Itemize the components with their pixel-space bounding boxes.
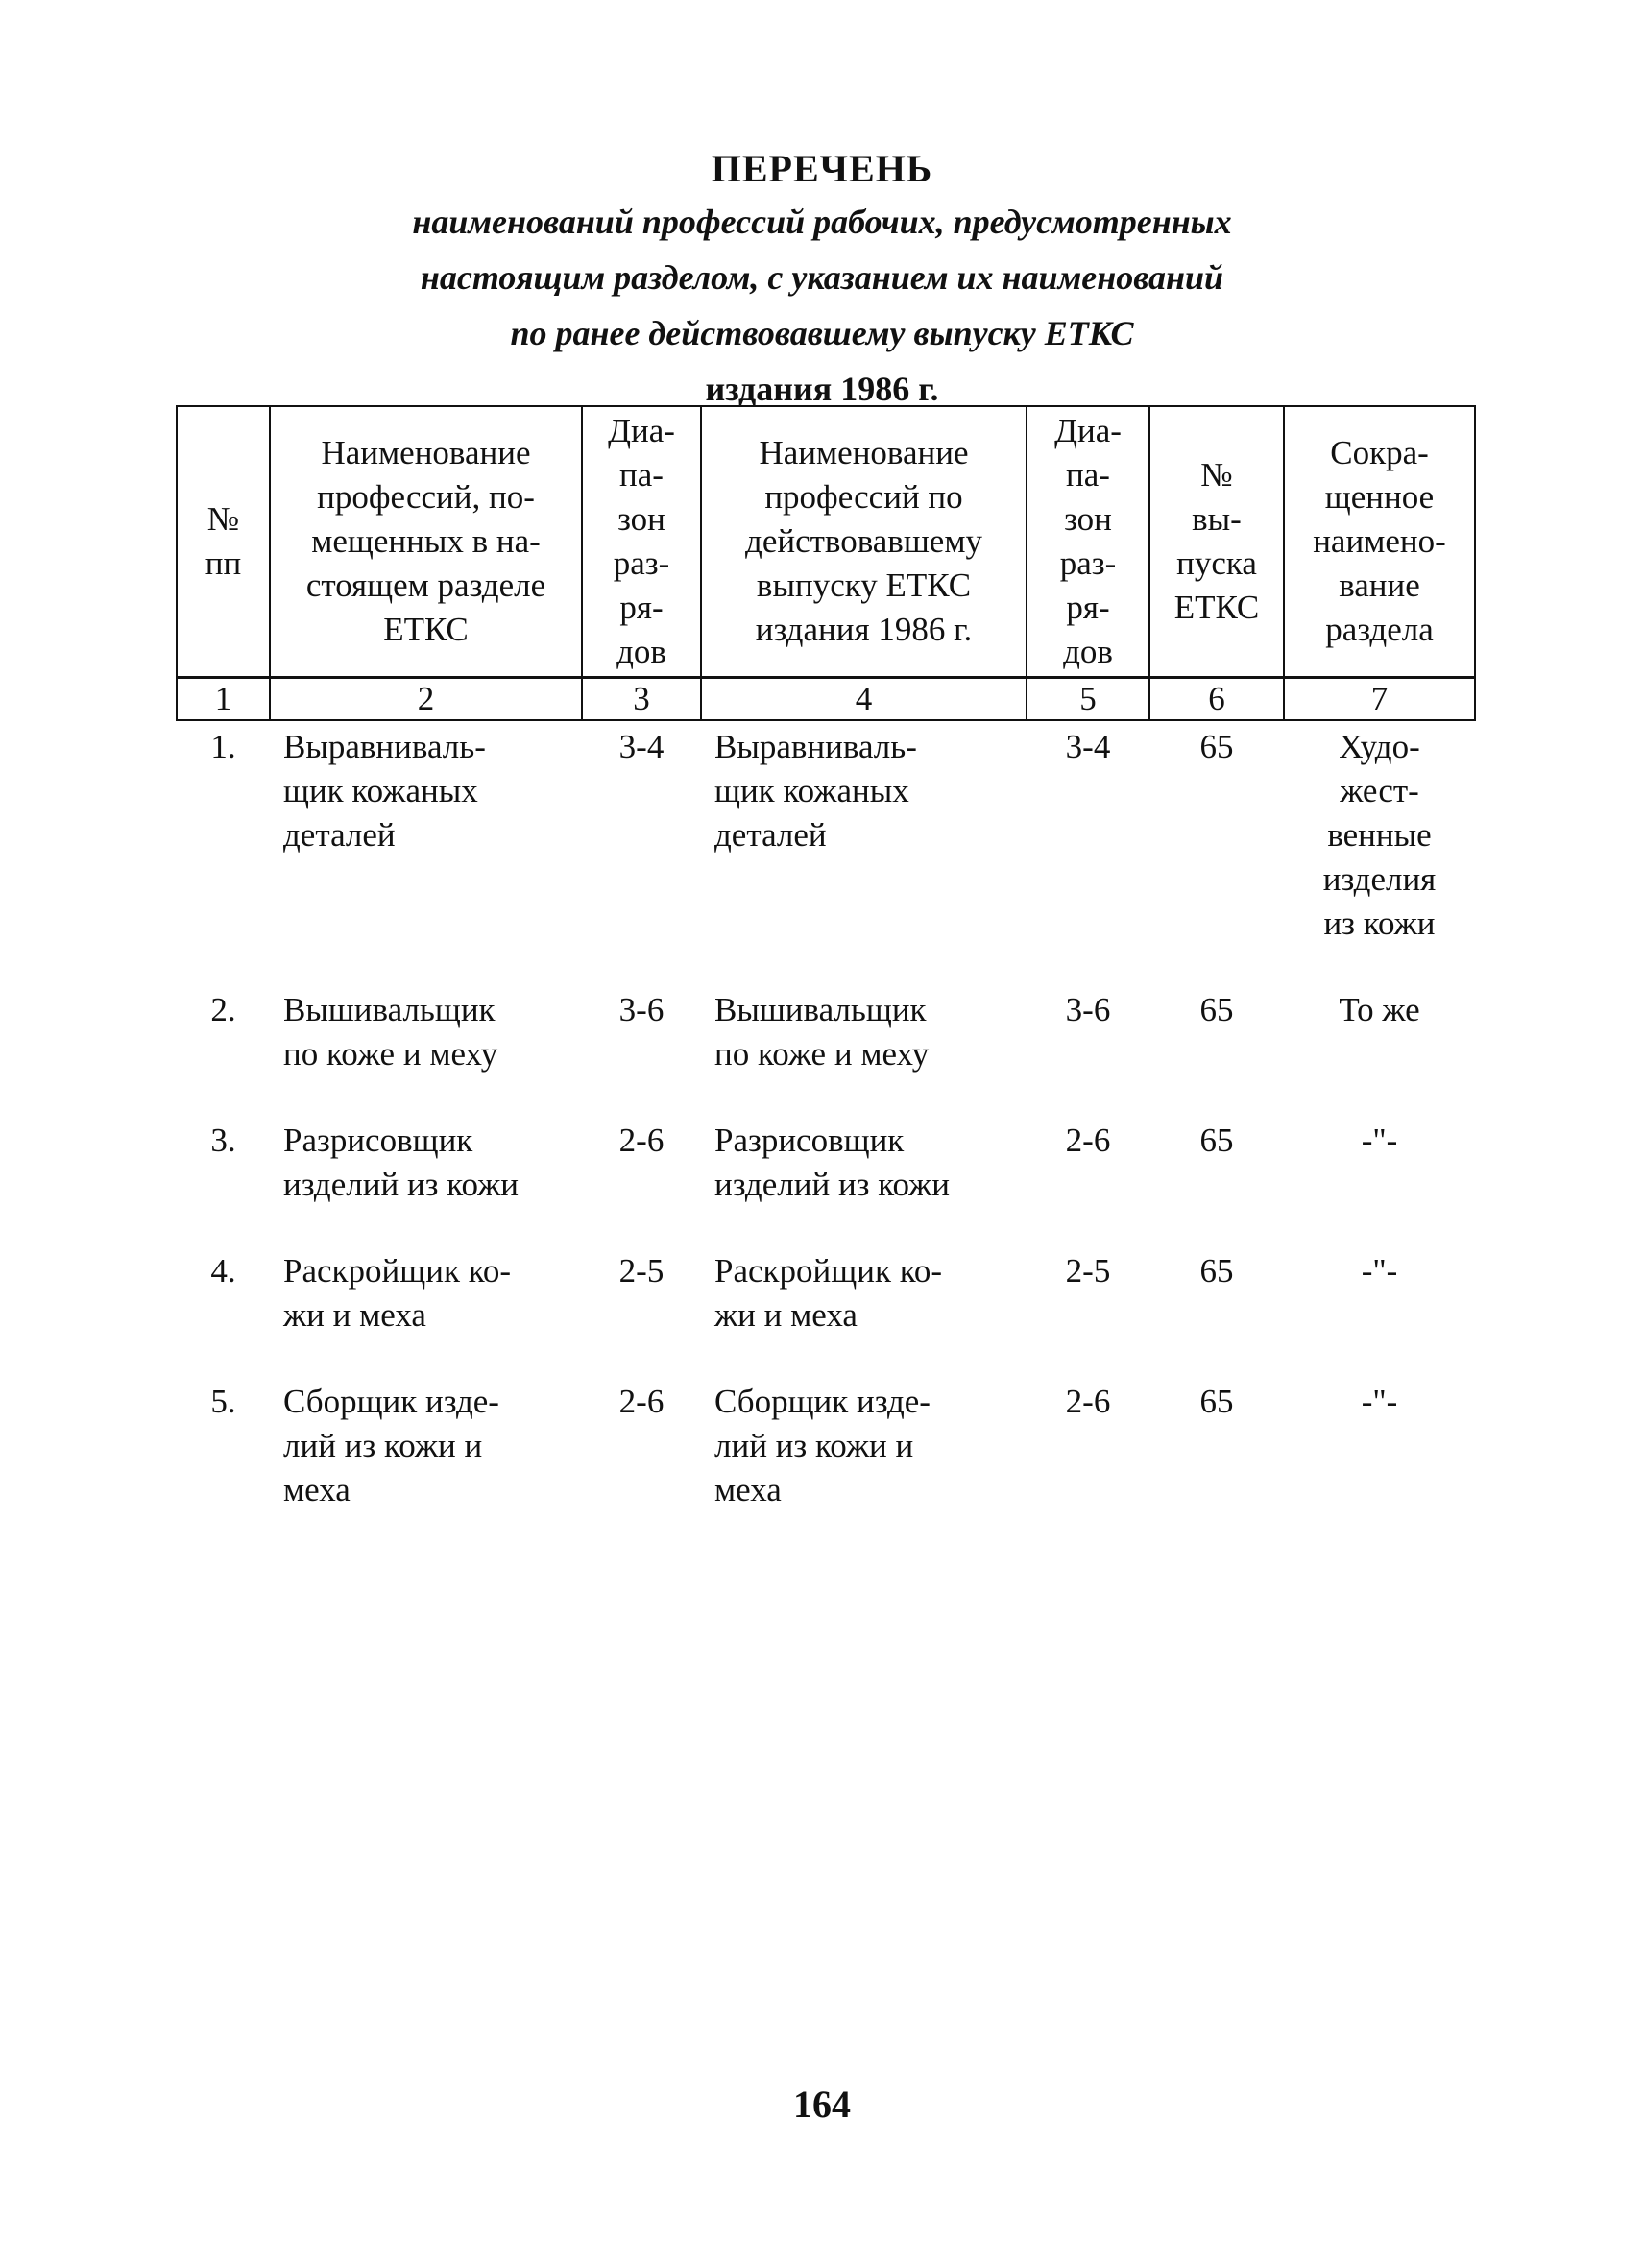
title-line-4: издания 1986 г.: [705, 370, 939, 408]
cell-line: ря-: [619, 589, 664, 626]
professions-table: [176, 405, 1476, 1555]
cell-line: лий из кожи и: [714, 1427, 914, 1464]
row-number: 5.: [210, 1383, 236, 1420]
cell-line: раздела: [1325, 611, 1434, 648]
row-number: 4.: [210, 1252, 236, 1290]
cell-line: Вышивальщик: [283, 991, 496, 1028]
cell-line: зон: [1064, 500, 1112, 538]
cell-line: пп: [205, 544, 242, 582]
profession-name-current: [270, 1249, 582, 1380]
etks-issue-number: 65: [1199, 1383, 1234, 1420]
cell-line: щенное: [1324, 478, 1435, 516]
cell-line: жи и меха: [714, 1296, 858, 1334]
grade-range-current: 3-6: [618, 991, 665, 1028]
cell-line: Раскройщик ко-: [283, 1252, 512, 1290]
cell-line: пуска: [1176, 544, 1257, 582]
section-short-name: [1284, 720, 1475, 988]
section-short-name: [1284, 1249, 1475, 1380]
cell-line: действовавшему: [745, 522, 982, 560]
cell-line: деталей: [714, 816, 827, 854]
cell-line: па-: [1066, 456, 1110, 494]
profession-name-current: [270, 1119, 582, 1249]
cell-line: Наименование: [321, 434, 531, 471]
cell-line: вание: [1339, 567, 1420, 604]
cell-line: -"-: [1361, 1252, 1398, 1290]
cell-line: из кожи: [1323, 905, 1436, 942]
header-cell: [1149, 406, 1284, 678]
cell-line: Вышивальщик: [714, 991, 927, 1028]
cell-line: Разрисовщик: [714, 1122, 905, 1159]
table-header-row: [177, 406, 1475, 678]
grade-range-previous: 3-6: [1065, 991, 1111, 1028]
profession-name-previous: [701, 720, 1027, 988]
table-row: [177, 720, 1475, 988]
cell-line: Сборщик изде-: [714, 1383, 931, 1420]
cell-line: зон: [617, 500, 665, 538]
cell-line: ЕТКС: [1173, 589, 1260, 626]
grade-range-current: 2-5: [618, 1252, 665, 1290]
cell-line: изделий из кожи: [714, 1166, 951, 1203]
header-cell: [1284, 406, 1475, 678]
profession-name-previous: [701, 1380, 1027, 1555]
cell-line: жи и меха: [283, 1296, 426, 1334]
cell-line: ЕТКС: [383, 611, 469, 648]
title-line-2: настоящим разделом, с указанием их наименований: [420, 258, 1224, 297]
cell-line: венные: [1327, 816, 1432, 854]
cell-line: профессий по: [764, 478, 963, 516]
column-number: 4: [701, 678, 1027, 721]
profession-name-current: [270, 1380, 582, 1555]
section-short-name: [1284, 1380, 1475, 1555]
profession-name-previous: [701, 988, 1027, 1119]
title-line-3: по ранее действовавшему выпуску ЕТКС: [510, 314, 1134, 352]
cell-line: наимено-: [1313, 522, 1446, 560]
title-line-1: наименований профессий рабочих, предусмотренных: [412, 203, 1232, 241]
cell-line: раз-: [1059, 544, 1117, 582]
table-body: [177, 720, 1475, 1555]
table-row: [177, 988, 1475, 1119]
grade-range-previous: 2-6: [1065, 1383, 1111, 1420]
cell-line: вы-: [1192, 500, 1242, 538]
cell-line: №: [206, 500, 240, 538]
header-cell: [177, 406, 270, 678]
section-short-name: [1284, 988, 1475, 1119]
profession-name-previous: [701, 1249, 1027, 1380]
cell-line: Сборщик изде-: [283, 1383, 499, 1420]
cell-line: дов: [616, 633, 666, 670]
cell-line: лий из кожи и: [283, 1427, 483, 1464]
grade-range-current: 3-4: [618, 728, 665, 765]
table-row: [177, 1249, 1475, 1380]
page-number: 164: [793, 2083, 851, 2126]
profession-name-current: [270, 988, 582, 1119]
cell-line: па-: [619, 456, 664, 494]
cell-line: Выравниваль-: [283, 728, 486, 765]
cell-line: Худо-: [1339, 728, 1420, 765]
column-number: 6: [1149, 678, 1284, 721]
etks-issue-number: 65: [1199, 991, 1234, 1028]
header-cell: [582, 406, 701, 678]
cell-line: То же: [1339, 991, 1420, 1028]
section-short-name: [1284, 1119, 1475, 1249]
header-cell: [701, 406, 1027, 678]
cell-line: мещенных в на-: [311, 522, 541, 560]
column-number: 7: [1284, 678, 1475, 721]
etks-issue-number: 65: [1199, 1252, 1234, 1290]
header-cell: [1027, 406, 1149, 678]
header-cell: [270, 406, 582, 678]
column-number: 5: [1027, 678, 1149, 721]
row-number: 1.: [210, 728, 236, 765]
row-number: 3.: [210, 1122, 236, 1159]
column-number: 1: [177, 678, 270, 721]
cell-line: стоящем разделе: [305, 567, 546, 604]
etks-issue-number: 65: [1199, 1122, 1234, 1159]
cell-line: изделий из кожи: [283, 1166, 520, 1203]
column-number: 3: [582, 678, 701, 721]
cell-line: щик кожаных: [714, 772, 909, 809]
table-row: [177, 1119, 1475, 1249]
cell-line: меха: [714, 1471, 782, 1508]
profession-name-current: [270, 720, 582, 988]
cell-line: издания 1986 г.: [755, 611, 973, 648]
cell-line: по коже и меху: [714, 1035, 930, 1073]
cell-line: Разрисовщик: [283, 1122, 473, 1159]
grade-range-previous: 2-5: [1065, 1252, 1111, 1290]
row-number: 2.: [210, 991, 236, 1028]
grade-range-previous: 2-6: [1065, 1122, 1111, 1159]
grade-range-previous: 3-4: [1065, 728, 1111, 765]
cell-line: раз-: [613, 544, 670, 582]
column-number: 2: [270, 678, 582, 721]
cell-line: ря-: [1066, 589, 1110, 626]
cell-line: деталей: [283, 816, 396, 854]
cell-line: профессий, по-: [317, 478, 535, 516]
cell-line: №: [1200, 456, 1233, 494]
cell-line: щик кожаных: [283, 772, 478, 809]
etks-issue-number: 65: [1199, 728, 1234, 765]
grade-range-current: 2-6: [618, 1122, 665, 1159]
cell-line: Наименование: [759, 434, 969, 471]
profession-name-previous: [701, 1119, 1027, 1249]
column-number-row: [177, 678, 1475, 721]
cell-line: меха: [283, 1471, 351, 1508]
table-row: [177, 1380, 1475, 1555]
cell-line: выпуску ЕТКС: [756, 567, 972, 604]
cell-line: Диа-: [1054, 412, 1122, 449]
document-title: [0, 144, 1644, 417]
cell-line: Диа-: [608, 412, 675, 449]
cell-line: дов: [1063, 633, 1113, 670]
cell-line: жест-: [1340, 772, 1419, 809]
cell-line: по коже и меху: [283, 1035, 498, 1073]
cell-line: -"-: [1361, 1122, 1398, 1159]
cell-line: Выравниваль-: [714, 728, 917, 765]
title-main: ПЕРЕЧЕНЬ: [711, 147, 933, 190]
cell-line: -"-: [1361, 1383, 1398, 1420]
cell-line: Раскройщик ко-: [714, 1252, 943, 1290]
cell-line: Сокра-: [1330, 434, 1429, 471]
grade-range-current: 2-6: [618, 1383, 665, 1420]
cell-line: изделия: [1322, 860, 1437, 898]
